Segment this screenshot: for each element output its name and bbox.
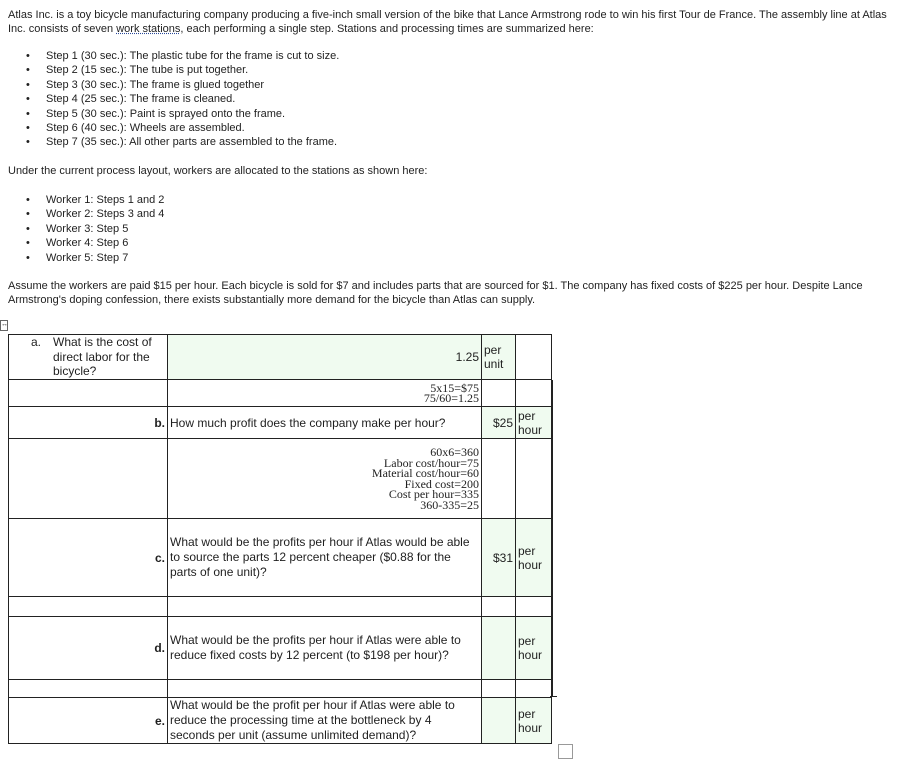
list-item: • Step 7 (35 sec.): All other parts are assembled to the frame. <box>26 135 339 149</box>
work-line: 360-335=25 <box>420 497 479 512</box>
question-e-row <box>9 698 552 744</box>
empty-cell <box>9 597 168 617</box>
question-e-text: What would be the profit per hour if Atlas were able to reduce the processing time at the bottleneck by 4 seconds per unit (assume unlimited demand)? <box>168 698 482 744</box>
work-line: 5x15=$75 <box>430 380 479 395</box>
list-item: • Step 2 (15 sec.): The tube is put together. <box>26 63 339 77</box>
unit-a: per unit <box>482 335 516 380</box>
question-b-text: How much profit does the company make per hour? <box>168 407 482 439</box>
pay-info: Assume the workers are paid $15 per hour. Each bicycle is sold for $7 and includes parts that are sourced for $1. The company has fixed costs of $225 per hour. Despite Lance Armstrong's doping confession, there exists substantially more demand for the bicycle than Atlas can supply. <box>8 280 863 306</box>
question-a-label: a. <box>31 335 42 350</box>
steps-list <box>26 49 339 150</box>
work-line: 60x6=360 <box>430 445 479 459</box>
list-item: • Step 5 (30 sec.): Paint is sprayed onto the frame. <box>26 107 339 121</box>
answer-c-input[interactable]: $31 <box>482 519 516 597</box>
work-stations-link[interactable]: work stations <box>116 23 181 35</box>
spacer-row <box>9 680 552 698</box>
list-item: • Step 3 (30 sec.): The frame is glued together <box>26 78 339 92</box>
answer-d-input[interactable] <box>482 617 516 680</box>
question-b-label: b. <box>9 407 168 439</box>
list-item: • Worker 5: Step 7 <box>26 251 164 265</box>
workers-list <box>26 193 164 265</box>
empty-cell <box>482 380 516 407</box>
empty-cell <box>482 597 516 617</box>
question-d-row <box>9 617 552 680</box>
answer-b-input[interactable]: $25 <box>482 407 516 439</box>
question-d-text: What would be the profits per hour if Atlas were able to reduce fixed costs by 12 percent (to $198 per hour)? <box>168 617 482 680</box>
checkbox-icon[interactable] <box>558 744 573 759</box>
answer-e-input[interactable] <box>482 698 516 744</box>
table-extension-line <box>552 380 553 696</box>
question-d-label: d. <box>9 617 168 680</box>
question-c-text: What would be the profits per hour if Atlas would be able to source the parts 12 percent cheaper ($0.88 for the parts of one unit)? <box>168 519 482 597</box>
empty-cell <box>168 680 482 698</box>
empty-cell <box>482 439 516 519</box>
spacer-row <box>9 597 552 617</box>
list-item: • Worker 1: Steps 1 and 2 <box>26 193 164 207</box>
list-item: • Worker 3: Step 5 <box>26 222 164 236</box>
question-c-row <box>9 519 552 597</box>
empty-cell <box>516 439 552 519</box>
empty-cell <box>9 680 168 698</box>
list-item: • Worker 4: Step 6 <box>26 236 164 250</box>
list-item: • Step 1 (30 sec.): The plastic tube for the frame is cut to size. <box>26 49 339 63</box>
empty-cell <box>516 380 552 407</box>
unit-e: per hour <box>516 698 552 744</box>
work-a-row <box>9 380 552 407</box>
work-line: 75/60=1.25 <box>423 391 479 405</box>
unit-d: per hour <box>516 617 552 680</box>
work-b <box>168 439 482 519</box>
intro-text-after: , each performing a single step. Stations and processing times are summarized here: <box>180 23 594 35</box>
questions-table <box>8 334 552 744</box>
question-a <box>9 335 168 380</box>
empty-cell <box>168 597 482 617</box>
empty-cell <box>516 335 552 380</box>
unit-c: per hour <box>516 519 552 597</box>
question-b-row <box>9 407 552 439</box>
list-item: • Step 6 (40 sec.): Wheels are assembled. <box>26 121 339 135</box>
intro-text-before: Atlas Inc. is a toy bicycle manufacturing company producing a five-inch small version of the bike that Lance Armstrong rode to win his first Tour de France. The assembly line at Atlas Inc. consists of seven <box>8 9 887 35</box>
work-line: Cost per hour=335 <box>388 487 479 501</box>
work-b-row <box>9 439 552 519</box>
list-item: • Step 4 (25 sec.): The frame is cleaned. <box>26 92 339 106</box>
question-c-label: c. <box>9 519 168 597</box>
work-line: Fixed cost=200 <box>404 476 479 491</box>
work-line: Material cost/hour=60 <box>371 466 479 480</box>
question-a-row <box>9 335 552 380</box>
unit-b: per hour <box>516 407 552 439</box>
answer-a-input[interactable]: 1.25 <box>168 335 482 380</box>
intro-paragraph <box>8 8 888 36</box>
move-handle-icon[interactable]: ↔ <box>0 320 8 331</box>
layout-intro: Under the current process layout, workers are allocated to the stations as shown here: <box>8 165 428 177</box>
work-a <box>168 380 482 407</box>
work-line: Labor cost/hour=75 <box>383 455 479 470</box>
question-a-text: What is the cost of direct labor for the bicycle? <box>53 335 152 379</box>
question-e-label: e. <box>9 698 168 744</box>
empty-cell <box>516 680 552 698</box>
empty-cell <box>9 380 168 407</box>
list-item: • Worker 2: Steps 3 and 4 <box>26 207 164 221</box>
empty-cell <box>516 597 552 617</box>
empty-cell <box>482 680 516 698</box>
table-extension-line <box>550 696 557 697</box>
empty-cell <box>9 439 168 519</box>
